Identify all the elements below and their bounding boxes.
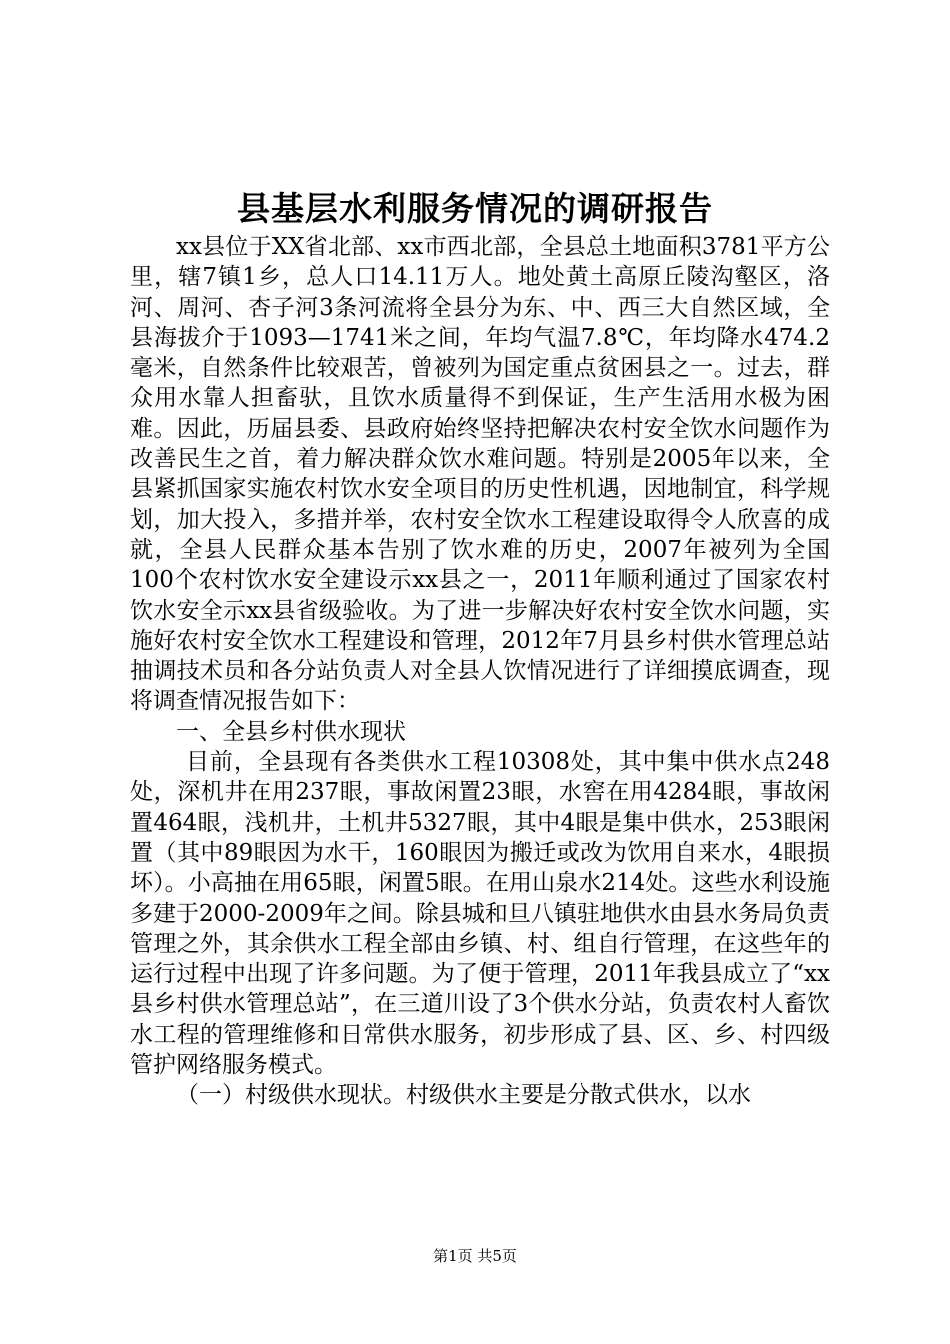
paragraph-current-status: 目前，全县现有各类供水工程10308处，其中集中供水点248处，深机井在用237眼，事故闲置23眼，水窖在用4284眼，事故闲置464眼，浅机井，土机井5327眼，其中4眼是集中供水，253眼闲置（其中89眼因为水干，160眼因为搬迁或改为饮用自来水，4眼损坏）。小高抽在用65眼，闲置5眼。在用山泉水214处。这些水利设施多建于2000-2009年之间。除县城和旦八镇驻地供水由县水务局负责管理之外，其余供水工程全部由乡镇、村、组自行管理，在这些年的运行过程中出现了许多问题。为了便于管理，2011年我县成立了“xx县乡村供水管理总站”，在三道川设了3个供水分站，负责农村人畜饮水工程的管理维修和日常供水服务，初步形成了县、区、乡、村四级管护网络服务模式。 bbox=[130, 749, 830, 1079]
section-heading-1: 一、全县乡村供水现状 bbox=[176, 718, 406, 745]
page-footer: 第1页 共5页 bbox=[433, 1247, 517, 1265]
paragraph-intro: xx县位于XX省北部、xx市西北部，全县总土地面积3781平方公里，辖7镇1乡，总人口14.11万人。地处黄土高原丘陵沟壑区，洛河、周河、杏子河3条河流将全县分为东、中、西三大自然区域，全县海拔介于1093—1741米之间，年均气温7.8℃，年均降水474.2毫米，自然条件比较艰苦，曾被列为国定重点贫困县之一。过去，群众用水靠人担畜驮，且饮水质量得不到保证，生产生活用水极为困难。因此，历届县委、县政府始终坚持把解决农村安全饮水问题作为改善民生之首，着力解决群众饮水难问题。特别是2005年以来，全县紧抓国家实施农村饮水安全项目的历史性机遇，因地制宜，科学规划，加大投入，多措并举，农村安全饮水工程建设取得令人欣喜的成就，全县人民群众基本告别了饮水难的历史，2007年被列为全国100个农村饮水安全建设示xx县之一，2011年顺利通过了国家农村饮水安全示xx县省级验收。为了进一步解决好农村安全饮水问题，实施好农村安全饮水工程建设和管理，2012年7月县乡村供水管理总站抽调技术员和各分站负责人对全县人饮情况进行了详细摸底调查，现将调查情况报告如下： bbox=[130, 234, 830, 715]
paragraph-village-supply: （一）村级供水现状。村级供水主要是分散式供水，以水 bbox=[176, 1082, 751, 1109]
document-title: 县基层水利服务情况的调研报告 bbox=[237, 189, 713, 228]
document-body bbox=[130, 232, 830, 1111]
